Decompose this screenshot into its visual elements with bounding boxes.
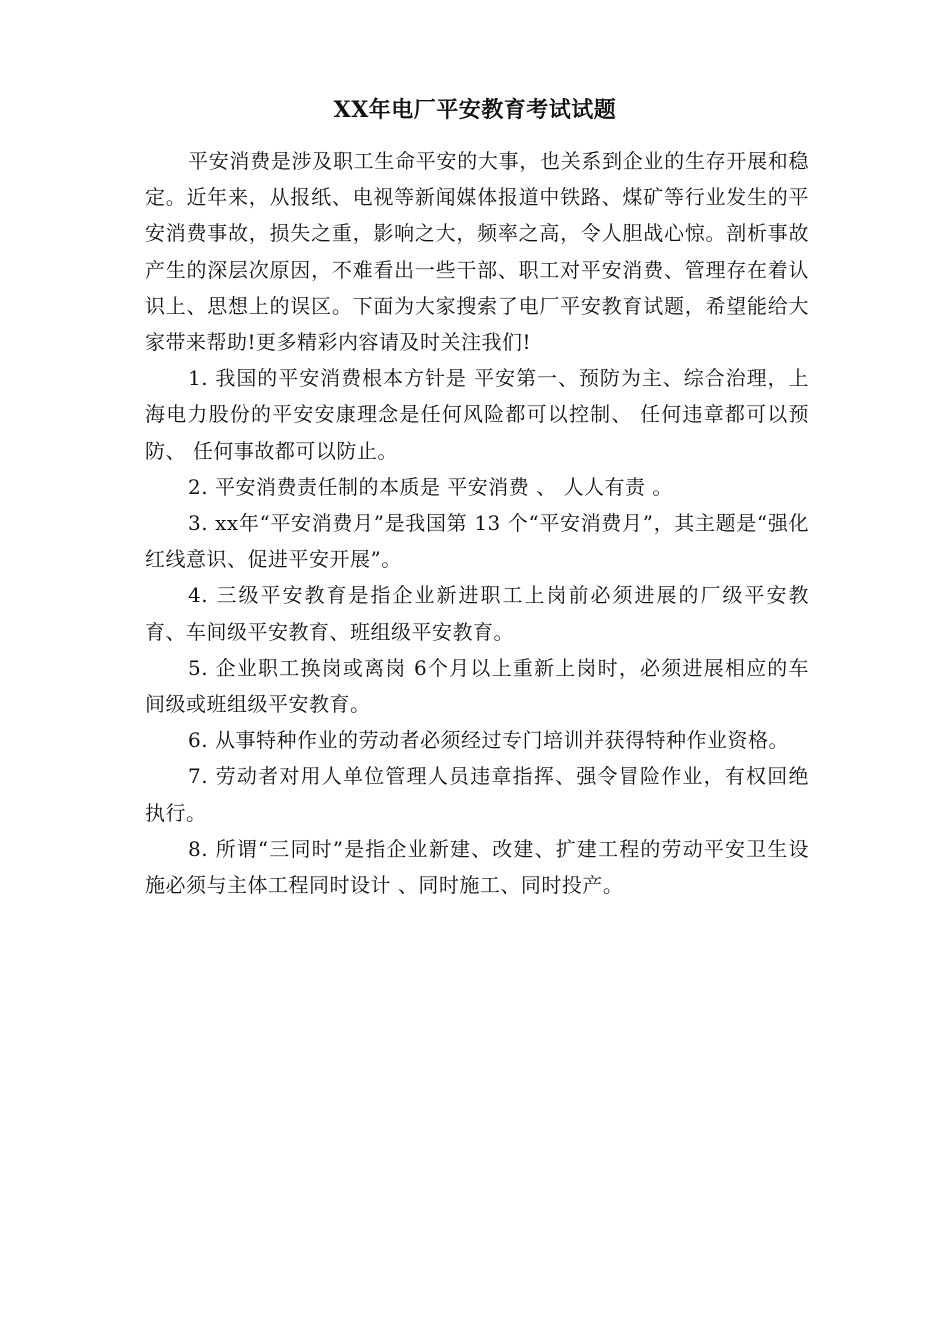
question-6: 6. 从事特种作业的劳动者必须经过专门培训并获得特种作业资格。 (188, 728, 789, 753)
question-8: 8. 所谓“三同时”是指企业新建、改建、扩建工程的劳动平安卫生设施必须与主体工程同时设计 、同时施工、同时投产。 (145, 836, 809, 898)
question-3: 3. xx年“平安消费月”是我国第 13 个“平安消费月”，其主题是“强化红线意识、促进平安开展”。 (145, 511, 809, 572)
question-4: 4. 三级平安教育是指企业新进职工上岗前必须进展的厂级平安教育、车间级平安教育、班组级平安教育。 (145, 583, 809, 644)
question-5: 5. 企业职工换岗或离岗 6个月以上重新上岗时，必须进展相应的车间级或班组级平安教育。 (145, 655, 809, 717)
intro-paragraph: 平安消费是涉及职工生命平安的大事，也关系到企业的生存开展和稳定。近年来，从报纸、电视等新闻媒体报道中铁路、煤矿等行业发生的平安消费事故，损失之重，影响之大，频率之高，令人胆战心惊。剖析事故产生的深层次原因，不难看出一些干部、职工对平安消费、管理存在着认识上、思想上的误区。下面为大家搜索了电厂平安教育试题，希望能给大家带来帮助!更多精彩内容请及时关注我们! (145, 149, 809, 355)
question-1: 1. 我国的平安消费根本方针是 平安第一、预防为主、综合治理，上海电力股份的平安安康理念是任何风险都可以控制、 任何违章都可以预防、 任何事故都可以防止。 (145, 366, 809, 463)
document-body (145, 143, 809, 903)
question-2: 2. 平安消费责任制的本质是 平安消费 、 人人有责 。 (188, 474, 673, 499)
document-title: XX年电厂平安教育考试试题 (333, 97, 617, 123)
question-7: 7. 劳动者对用人单位管理人员违章指挥、强令冒险作业，有权回绝执行。 (145, 764, 809, 825)
